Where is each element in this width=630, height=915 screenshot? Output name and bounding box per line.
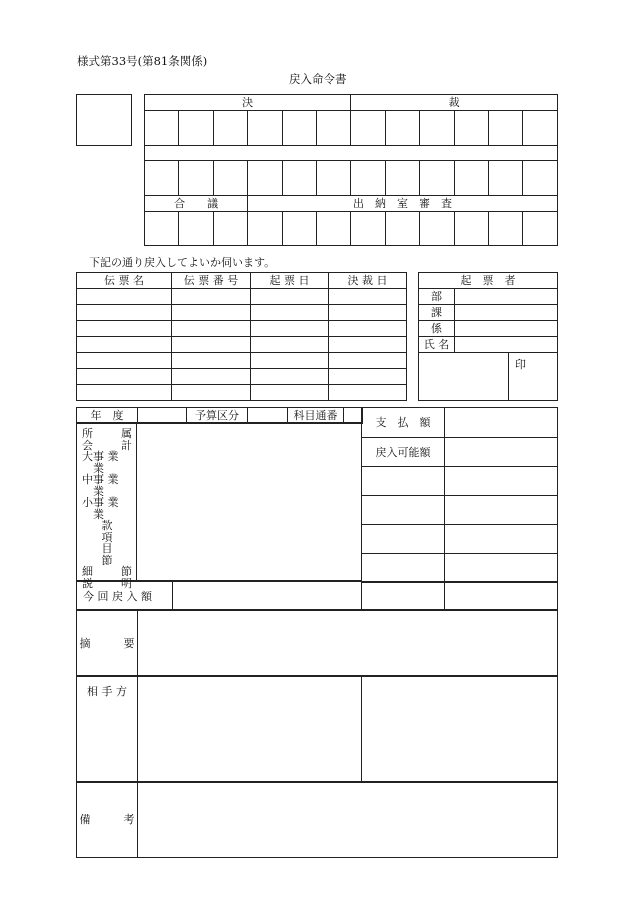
drafter-header: 起 票 者 — [419, 273, 558, 289]
voucher-cell — [329, 369, 407, 385]
approval-cell — [351, 111, 385, 146]
remarks-value — [138, 782, 558, 858]
approval-cell — [488, 212, 522, 246]
voucher-cell — [251, 369, 329, 385]
voucher-cell — [77, 321, 172, 337]
remarks-row — [76, 781, 558, 858]
drafter-row-value — [455, 321, 558, 337]
drafter-seal-cell — [509, 353, 558, 401]
voucher-header-decision-date: 決 裁 日 — [329, 273, 407, 289]
voucher-cell — [251, 289, 329, 305]
budget-item: 項 — [101, 530, 113, 544]
approval-cell — [282, 161, 316, 196]
voucher-cell — [77, 385, 172, 401]
approval-cell — [145, 161, 179, 196]
approval-cell — [351, 212, 385, 246]
approval-cell — [385, 111, 419, 146]
amount-cell — [362, 554, 445, 583]
approval-cell — [248, 111, 282, 146]
refund-amount-label: 今 回 戻 入 額 — [77, 582, 173, 611]
approval-cell — [385, 212, 419, 246]
approval-cell — [420, 161, 454, 196]
voucher-cell — [77, 305, 172, 321]
voucher-cell — [172, 353, 251, 369]
approval-cell — [454, 111, 488, 146]
approval-cell — [420, 212, 454, 246]
approval-spacer-row — [145, 146, 558, 161]
voucher-cell — [77, 289, 172, 305]
approval-cell — [351, 161, 385, 196]
budget-items-list — [82, 428, 132, 589]
drafter-table — [418, 272, 558, 401]
voucher-cell — [77, 369, 172, 385]
drafter-row-value — [455, 337, 558, 353]
voucher-cell — [172, 305, 251, 321]
stamp-box — [76, 94, 132, 146]
audit-header: 出 納 室 審 査 — [248, 196, 558, 212]
budget-items-divider — [136, 422, 137, 581]
approval-cell — [488, 161, 522, 196]
approval-cell — [385, 161, 419, 196]
approval-cell — [488, 111, 522, 146]
amount-cell — [445, 496, 558, 525]
voucher-cell — [172, 321, 251, 337]
budget-item: 所 属 — [82, 427, 132, 440]
approval-cell — [316, 161, 350, 196]
counterparty-value — [138, 676, 362, 783]
page-title: 戻入命令書 — [289, 72, 347, 86]
summary-value — [138, 610, 558, 677]
approval-cell — [282, 111, 316, 146]
amount-cell — [362, 496, 445, 525]
voucher-header-name: 伝 票 名 — [77, 273, 172, 289]
decision-header-right: 裁 — [351, 95, 558, 111]
drafter-row-label: 氏 名 — [419, 337, 455, 353]
amount-cell — [445, 525, 558, 554]
voucher-cell — [77, 353, 172, 369]
budget-item: 目 — [101, 542, 113, 555]
amount-cell — [362, 525, 445, 554]
budget-item: 大 事 業 業 — [82, 450, 119, 475]
approval-cell — [145, 212, 179, 246]
approval-cell — [213, 111, 247, 146]
voucher-cell — [172, 385, 251, 401]
approval-cell — [316, 212, 350, 246]
budget-item: 細 節 — [82, 565, 132, 578]
refund-amount-extra — [362, 582, 445, 611]
remarks-label: 備 考 — [77, 782, 138, 858]
budget-item: 小 事 業 業 — [82, 496, 119, 521]
request-statement: 下記の通り戻入してよいか伺います。 — [89, 256, 276, 269]
approval-cell — [179, 111, 213, 146]
amount-cell — [362, 467, 445, 496]
drafter-row-label: 係 — [419, 321, 455, 337]
approval-cell — [523, 161, 558, 196]
approval-cell — [213, 212, 247, 246]
voucher-header-number: 伝 票 番 号 — [172, 273, 251, 289]
subject-code-label: 科目通番 — [288, 408, 344, 424]
refund-amount-row — [76, 581, 558, 611]
voucher-header-draft-date: 起 票 日 — [251, 273, 329, 289]
drafter-row-label: 課 — [419, 305, 455, 321]
seal-mark: 印 — [515, 358, 526, 371]
voucher-cell — [251, 385, 329, 401]
voucher-cell — [172, 369, 251, 385]
counterparty-row — [76, 675, 558, 783]
budget-item: 説 明 — [82, 576, 132, 590]
voucher-cell — [329, 321, 407, 337]
budget-category-label: 予算区分 — [187, 408, 248, 424]
counterparty-extra — [362, 676, 558, 783]
amount-cell — [445, 467, 558, 496]
voucher-cell — [329, 305, 407, 321]
voucher-cell — [172, 289, 251, 305]
approval-cell — [523, 111, 558, 146]
approval-cell — [145, 111, 179, 146]
payment-label: 支 払 額 — [362, 408, 445, 438]
drafter-row-value — [455, 305, 558, 321]
drafter-signature-area — [419, 353, 509, 401]
summary-row — [76, 609, 558, 677]
consult-header: 合 議 — [145, 196, 248, 212]
approval-cell — [248, 212, 282, 246]
drafter-row-value — [455, 289, 558, 305]
voucher-table — [76, 272, 407, 401]
budget-item: 会 計 — [82, 438, 132, 452]
refundable-label: 戻入可能額 — [362, 438, 445, 467]
year-label: 年 度 — [77, 408, 138, 424]
approval-cell — [179, 212, 213, 246]
approval-cell — [454, 161, 488, 196]
approval-table — [144, 94, 558, 246]
budget-item: 節 — [101, 553, 113, 567]
voucher-cell — [251, 337, 329, 353]
voucher-cell — [329, 385, 407, 401]
voucher-cell — [251, 353, 329, 369]
voucher-cell — [329, 353, 407, 369]
approval-cell — [179, 161, 213, 196]
voucher-cell — [172, 337, 251, 353]
budget-item: 款 — [101, 519, 113, 532]
summary-label: 摘 要 — [77, 610, 138, 677]
approval-cell — [420, 111, 454, 146]
refundable-value — [445, 438, 558, 467]
voucher-cell — [77, 337, 172, 353]
refund-amount-extra — [445, 582, 558, 611]
approval-cell — [454, 212, 488, 246]
approval-cell — [316, 111, 350, 146]
payment-value — [445, 408, 558, 438]
approval-cell — [282, 212, 316, 246]
voucher-cell — [329, 289, 407, 305]
decision-header-left: 決 — [145, 95, 351, 111]
drafter-row-label: 部 — [419, 289, 455, 305]
approval-cell — [213, 161, 247, 196]
refund-amount-value — [173, 582, 362, 611]
form-number: 様式第33号(第81条関係) — [77, 54, 208, 68]
approval-cell — [248, 161, 282, 196]
approval-cell — [523, 212, 558, 246]
counterparty-label: 相 手 方 — [77, 676, 138, 783]
amounts-grid — [361, 407, 558, 583]
amount-cell — [445, 554, 558, 583]
voucher-cell — [329, 337, 407, 353]
voucher-cell — [251, 321, 329, 337]
budget-item: 中 事 業 業 — [82, 473, 119, 498]
voucher-cell — [251, 305, 329, 321]
